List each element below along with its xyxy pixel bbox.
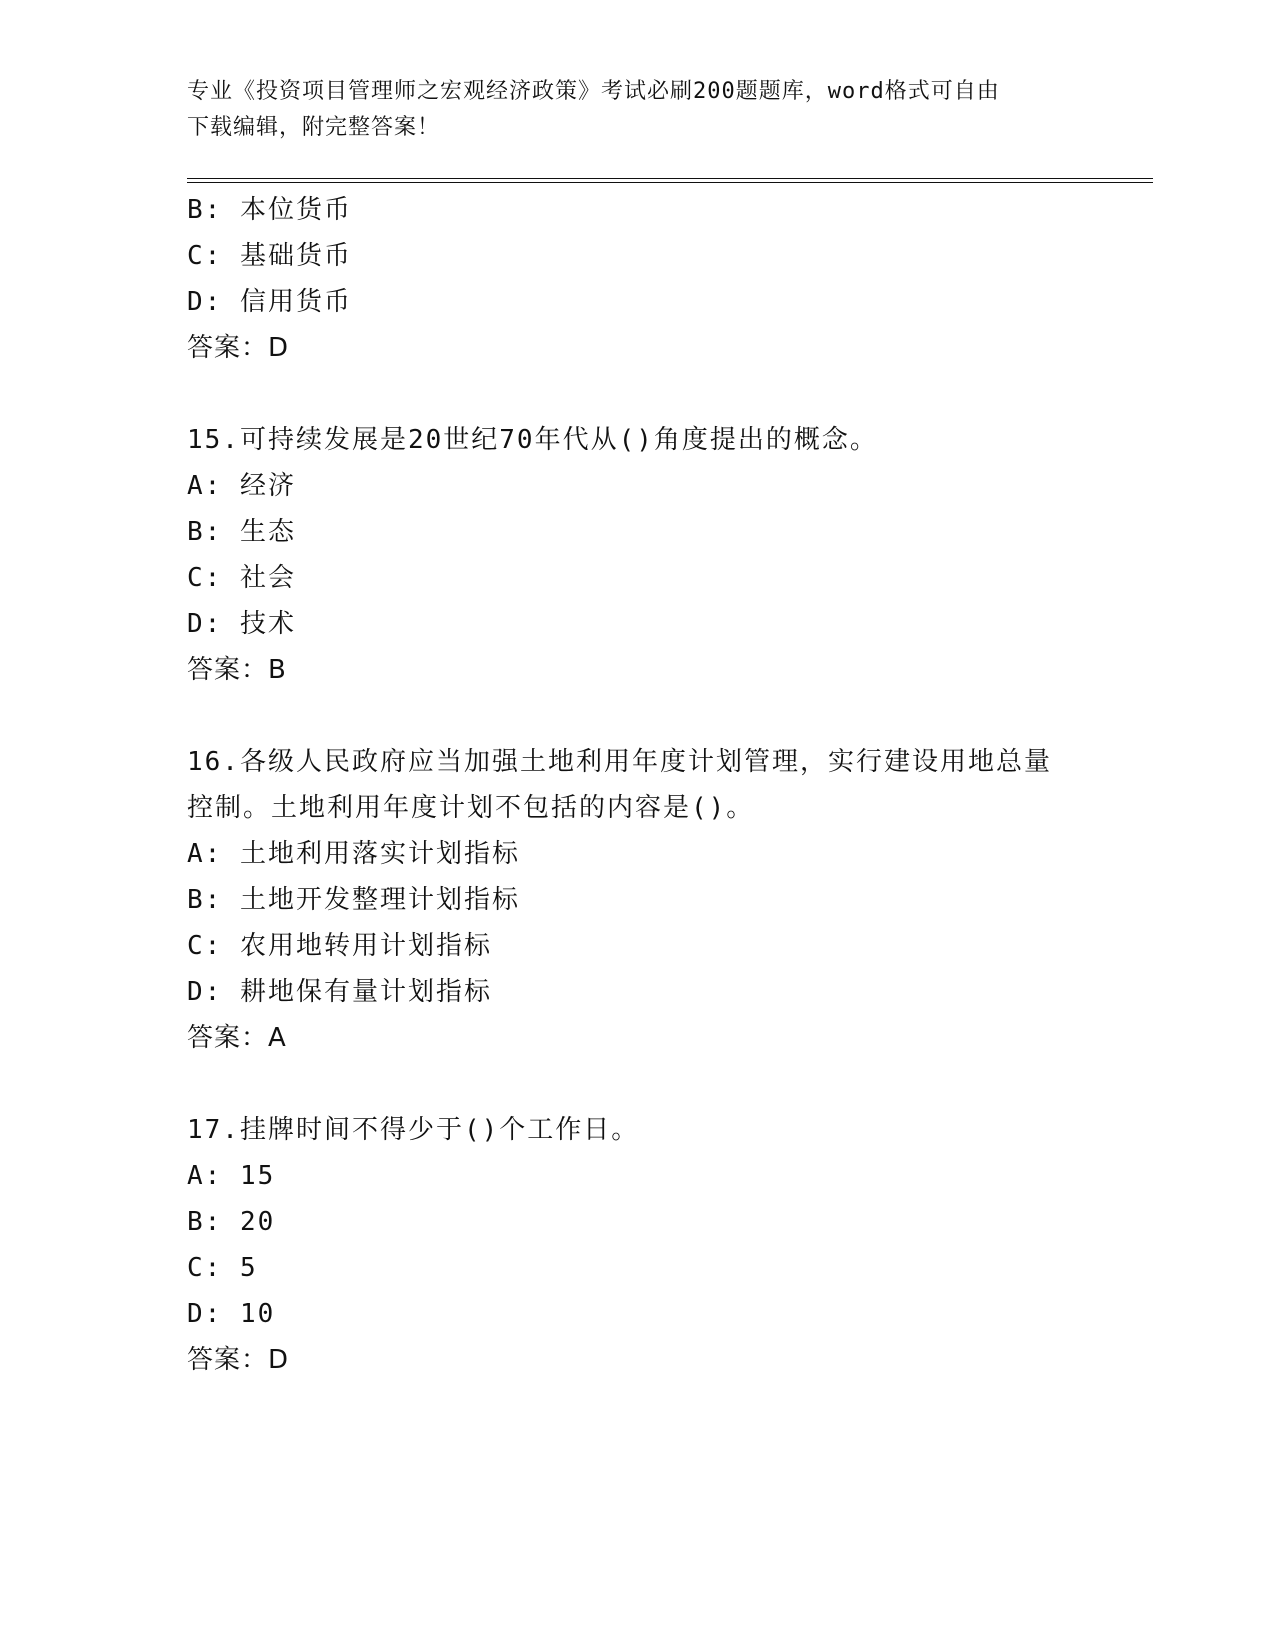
option-d: D: 耕地保有量计划指标 <box>187 977 492 1007</box>
question-text-line-2: 控制。土地利用年度计划不包括的内容是()。 <box>187 793 755 823</box>
option-d: D: 信用货币 <box>187 287 352 317</box>
header-line-1: 专业《投资项目管理师之宏观经济政策》考试必刷200题题库，word格式可自由 <box>187 79 1000 104</box>
answer-line: 答案：A <box>187 1023 287 1053</box>
question-16 <box>187 739 1087 1061</box>
answer-line: 答案：D <box>187 1345 290 1375</box>
question-14-continued <box>187 187 1087 371</box>
option-b: B: 本位货币 <box>187 195 352 225</box>
answer-line: 答案：D <box>187 333 290 363</box>
spacer <box>187 371 1087 417</box>
question-text: 17.挂牌时间不得少于()个工作日。 <box>187 1115 640 1145</box>
question-17 <box>187 1107 1087 1383</box>
header-divider-top <box>187 178 1153 179</box>
document-header <box>187 74 1087 146</box>
option-d: D: 10 <box>187 1299 276 1329</box>
option-c: C: 社会 <box>187 563 296 593</box>
answer-line: 答案：B <box>187 655 287 685</box>
question-15 <box>187 417 1087 693</box>
option-d: D: 技术 <box>187 609 296 639</box>
option-a: A: 15 <box>187 1161 276 1191</box>
document-body <box>187 187 1087 1383</box>
option-c: C: 基础货币 <box>187 241 352 271</box>
option-a: A: 经济 <box>187 471 296 501</box>
option-b: B: 土地开发整理计划指标 <box>187 885 520 915</box>
question-text-line-1: 16.各级人民政府应当加强土地利用年度计划管理，实行建设用地总量 <box>187 747 1052 777</box>
option-b: B: 生态 <box>187 517 296 547</box>
spacer <box>187 693 1087 739</box>
spacer <box>187 1061 1087 1107</box>
option-a: A: 土地利用落实计划指标 <box>187 839 520 869</box>
header-divider-bottom <box>187 182 1153 183</box>
option-c: C: 5 <box>187 1253 258 1283</box>
question-text: 15.可持续发展是20世纪70年代从()角度提出的概念。 <box>187 425 878 455</box>
header-line-2: 下载编辑，附完整答案！ <box>187 115 441 140</box>
option-b: B: 20 <box>187 1207 276 1237</box>
option-c: C: 农用地转用计划指标 <box>187 931 492 961</box>
